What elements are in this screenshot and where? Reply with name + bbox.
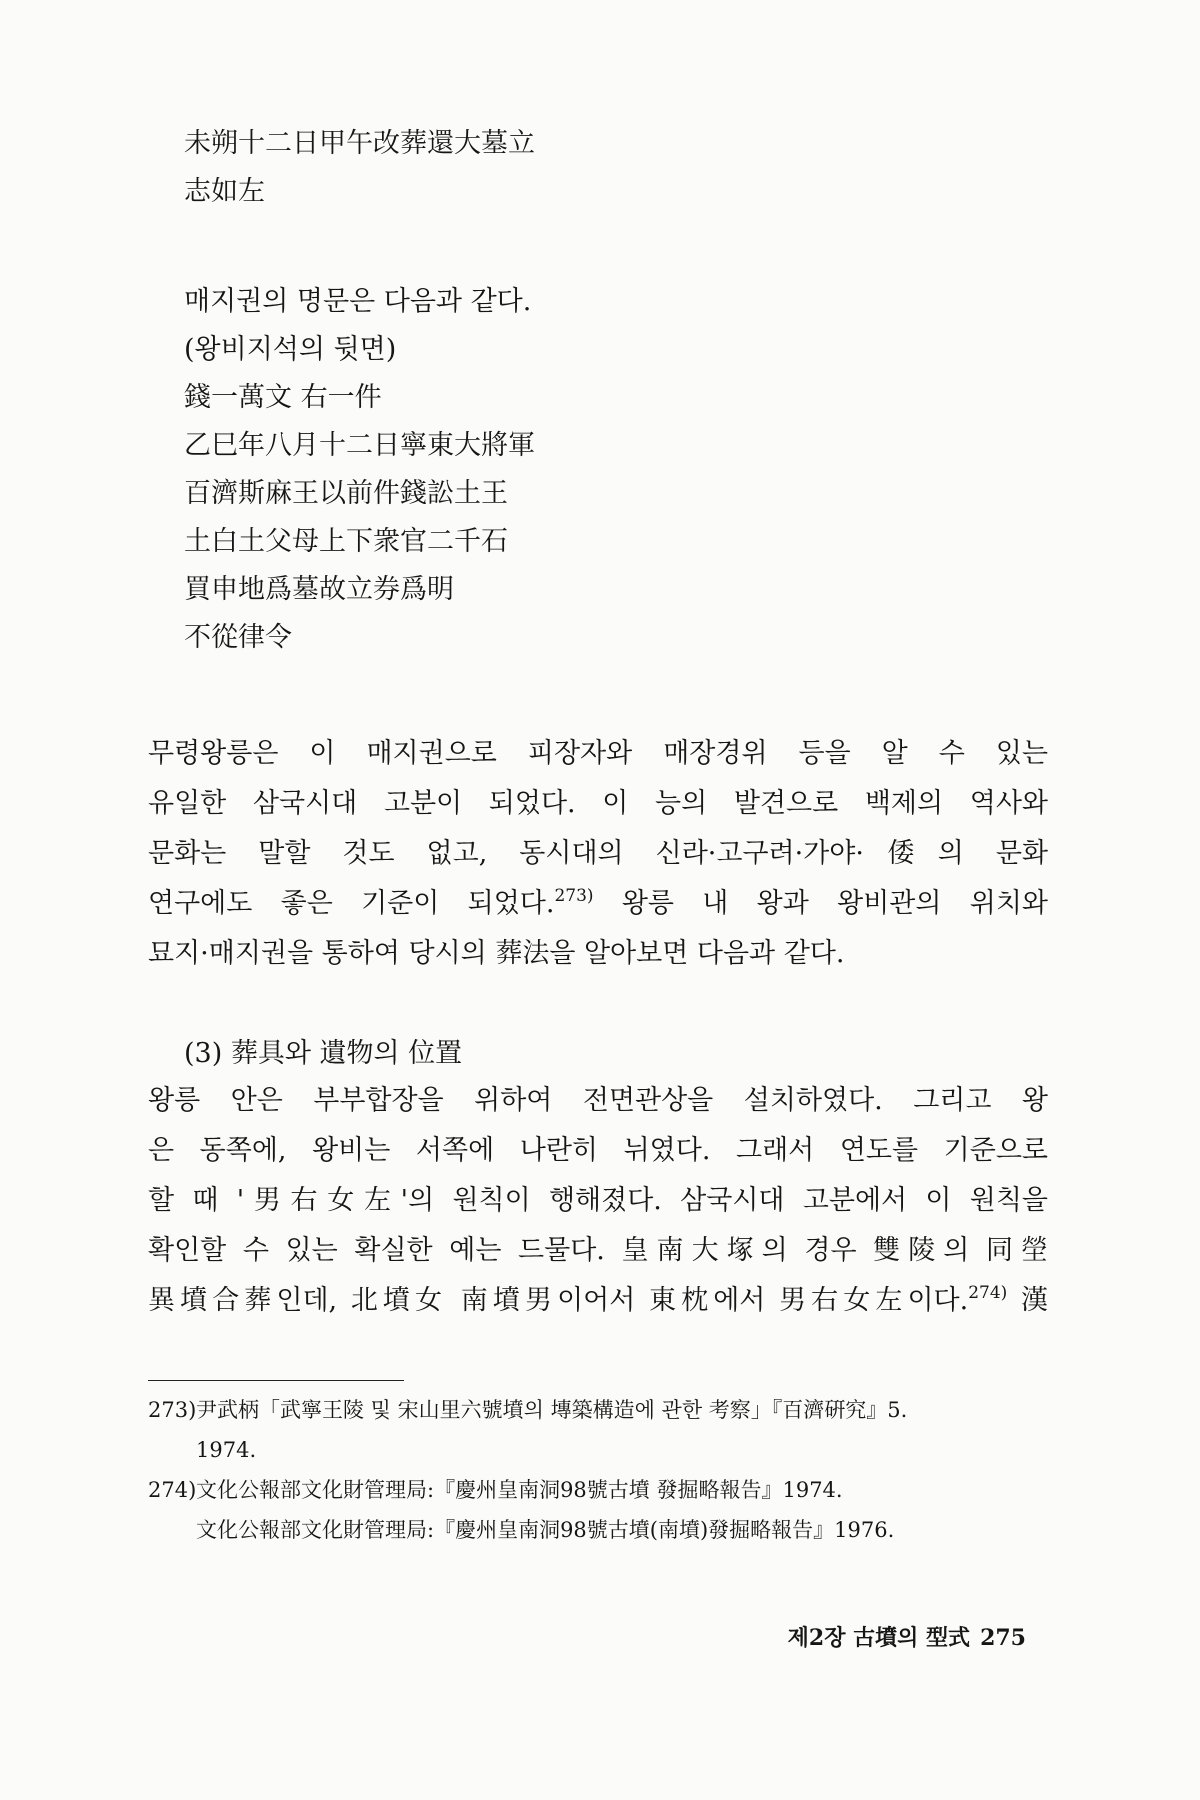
- footnote-divider: [148, 1380, 404, 1381]
- paragraph-text: 漢: [1007, 1285, 1048, 1316]
- footnote-line: 尹武柄「武寧王陵 및 宋山里六號墳의 塼築構造에 관한 考察」『百濟硏究』5.: [196, 1398, 908, 1422]
- running-footer: [788, 1621, 1026, 1652]
- footnote-274: [148, 1470, 1048, 1550]
- footnote-number: 273): [148, 1398, 197, 1422]
- paragraph-text: 연구에도 좋은 기준이 되었다.: [148, 888, 555, 919]
- paragraph-line: [148, 1276, 1048, 1326]
- section-heading: (3) 葬具와 遺物의 位置: [184, 1038, 463, 1069]
- chapter-title: 제2장 古墳의 型式: [787, 1625, 971, 1651]
- footnote-ref-274[interactable]: 274): [968, 1283, 1008, 1303]
- footnote-line: 文化公報部文化財管理局:『慶州皇南洞98號古墳(南墳)發掘略報告』1976.: [196, 1518, 895, 1542]
- paragraph-line: [148, 879, 1048, 929]
- paragraph-line: 왕릉 안은 부부합장을 위하여 전면관상을 설치하였다. 그리고 왕: [148, 1085, 1048, 1116]
- paragraph-line: 무령왕릉은 이 매지권으로 피장자와 매장경위 등을 알 수 있는: [148, 738, 1048, 769]
- body-paragraph-2: [148, 1076, 1048, 1326]
- footnote-line: 1974.: [196, 1438, 257, 1462]
- footnote-273: [148, 1390, 1048, 1470]
- inscription-caption: (왕비지석의 뒷면): [184, 334, 397, 365]
- inscription-line: 志如左: [184, 176, 265, 207]
- inscription-line: 未朔十二日甲午改葬還大墓立: [184, 128, 535, 159]
- footnote-line: 文化公報部文化財管理局:『慶州皇南洞98號古墳 發掘略報告』1974.: [196, 1478, 843, 1502]
- footnote-number: 274): [148, 1478, 197, 1502]
- paragraph-line: 은 동쪽에, 왕비는 서쪽에 나란히 뉘였다. 그래서 연도를 기준으로: [148, 1135, 1048, 1166]
- inscription-top: [184, 120, 684, 216]
- inscription-line: 不從律令: [184, 622, 292, 653]
- paragraph-line: 문화는 말할 것도 없고, 동시대의 신라·고구려·가야·倭의 문화: [148, 838, 1048, 869]
- inscription-line: 錢一萬文 右一件: [184, 382, 382, 413]
- paragraph-line: 묘지·매지권을 통하여 당시의 葬法을 알아보면 다음과 같다.: [148, 938, 845, 969]
- footnote-ref-273[interactable]: 273): [554, 886, 594, 906]
- inscription-line: 乙巳年八月十二日寧東大將軍: [184, 430, 535, 461]
- intro-line: 매지권의 명문은 다음과 같다.: [184, 286, 532, 317]
- body-paragraph-1: [148, 729, 1048, 979]
- paragraph-line: 확인할 수 있는 확실한 예는 드물다. 皇南大塚의 경우 雙陵의 同塋: [148, 1235, 1048, 1266]
- footnotes: [148, 1390, 1048, 1550]
- inscription-line: 土白土父母上下衆官二千石: [184, 526, 508, 557]
- inscription-line: 買申地爲墓故立券爲明: [184, 574, 454, 605]
- paragraph-text: 왕릉 내 왕과 왕비관의 위치와: [593, 888, 1048, 919]
- inscription-line: 百濟斯麻王以前件錢訟土王: [184, 478, 508, 509]
- paragraph-line: 할 때 '男右女左'의 원칙이 행해졌다. 삼국시대 고분에서 이 원칙을: [148, 1185, 1048, 1216]
- paragraph-text: 異墳合葬인데, 北墳女 南墳男이어서 東枕에서 男右女左이다.: [148, 1285, 969, 1316]
- paragraph-line: 유일한 삼국시대 고분이 되었다. 이 능의 발견으로 백제의 역사와: [148, 788, 1048, 819]
- page-number: 275: [980, 1625, 1026, 1651]
- inscription-block: [184, 278, 744, 662]
